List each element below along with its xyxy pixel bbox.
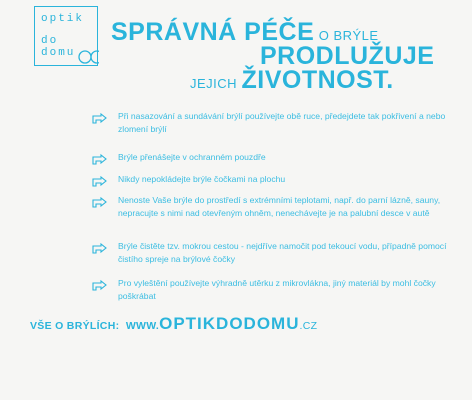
footer-tld: .CZ xyxy=(299,320,318,332)
headline-their: JEJICH xyxy=(190,76,238,91)
glasses-icon xyxy=(35,7,99,67)
list-item-text: Nikdy nepokládejte brýle čočkami na plochu xyxy=(118,174,286,184)
list-item-text: Nenoste Vaše brýle do prostředí s extrémními teplotami, např. do parní lázně, sauny, nepracujte s nimi nad otevřeným ohněm, nenechávejte je na palubní desce v autě xyxy=(118,195,441,218)
headline-care: SPRÁVNÁ PÉČE xyxy=(111,18,315,46)
list-item-text: Při nasazování a sundávání brýlí používejte obě ruce, předejdete tak pokřivení a nebo zlomení brýlí xyxy=(118,111,446,134)
hand-pointer-icon xyxy=(92,111,108,125)
logo-line-2: do domu xyxy=(41,35,76,59)
headline-lifetime: ŽIVOTNOST. xyxy=(241,66,394,94)
headline-row-3 xyxy=(190,66,394,95)
footer-label: VŠE O BRÝLÍCH: xyxy=(30,320,120,332)
logo-line-1: optik xyxy=(41,13,85,25)
headline-extends: PRODLUŽUJE xyxy=(260,42,435,70)
headline-for-glasses: O BRÝLE xyxy=(318,28,379,43)
hand-pointer-icon xyxy=(92,195,108,209)
hand-pointer-icon xyxy=(92,241,108,255)
optik-do-domu-logo xyxy=(34,6,98,66)
hand-pointer-icon xyxy=(92,278,108,292)
footer-www: WWW. xyxy=(125,320,160,332)
list-item-text: Brýle přenášejte v ochranném pouzdře xyxy=(118,152,266,162)
hand-pointer-icon xyxy=(92,152,108,166)
footer-brand: OPTIKDODOMU xyxy=(159,314,300,333)
hand-pointer-icon xyxy=(92,174,108,188)
footer-website xyxy=(30,314,317,334)
list-item-text: Pro vyleštění používejte výhradně utěrku z mikrovlákna, jiný materiál by mohl čočky poškrábat xyxy=(118,278,436,301)
list-item-text: Brýle čistěte tzv. mokrou cestou - nejdříve namočit pod tekoucí vodu, případně pomocí čistího spreje na brýlové čočky xyxy=(118,241,447,264)
